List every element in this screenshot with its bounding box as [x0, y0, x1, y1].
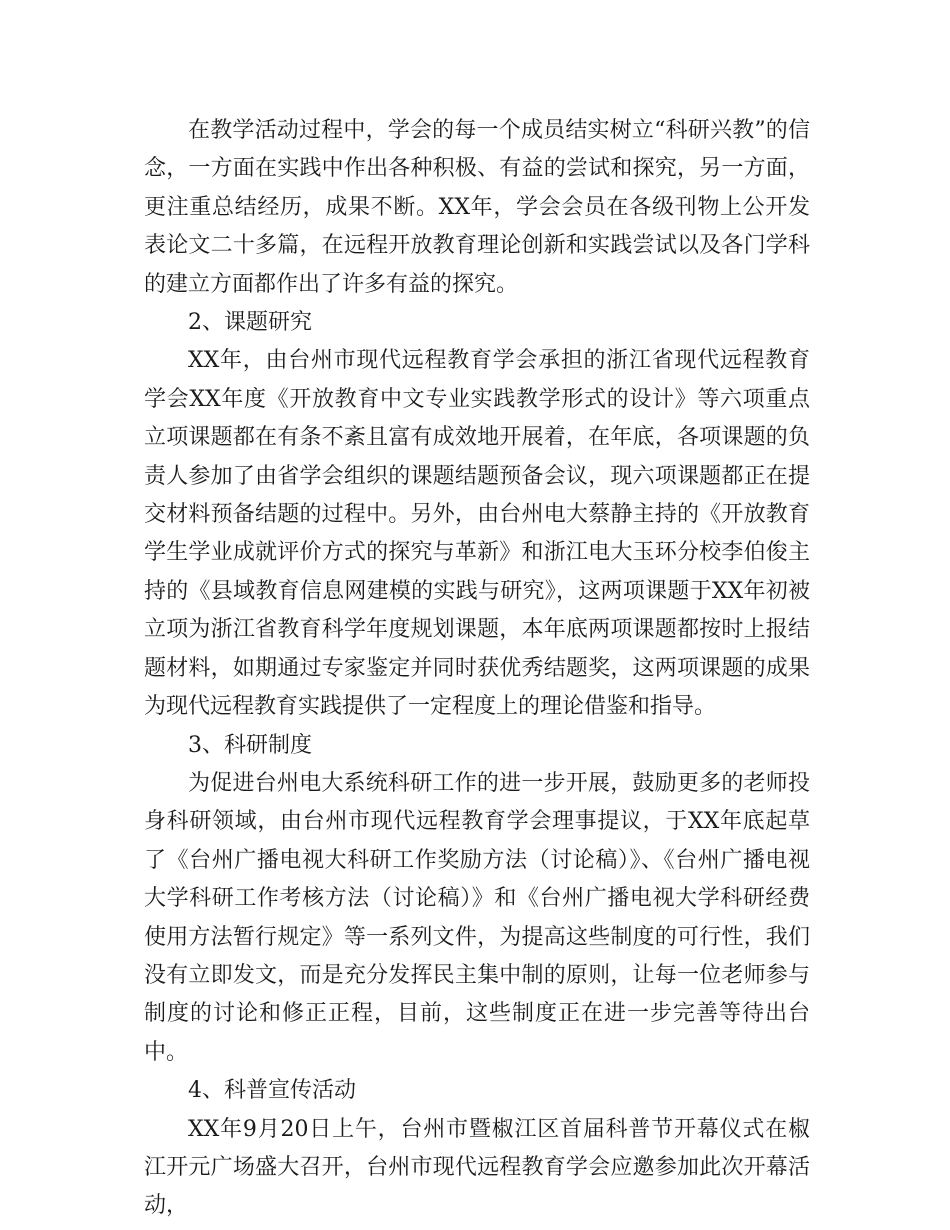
paragraph-research-belief: 在教学活动过程中，学会的每一个成员结实树立“科研兴教”的信念，一方面在实践中作出各种积极、有益的尝试和探究，另一方面，更注重总结经历，成果不断。XX年，学会会员在各级刊物上公开发表论文二十多篇，在远程开放教育理论创新和实践尝试以及各门学科的建立方面都作出了许多有益的探究。 [144, 118, 810, 297]
paragraph-research-system: 为促进台州电大系统科研工作的进一步开展，鼓励更多的老师投身科研领域，由台州市现代远程教育学会理事提议，于XX年底起草了《台州广播电视大科研工作奖励方法（讨论稿）》、《台州广播电视大学科研工作考核方法（讨论稿）》和《台州广播电视大学科研经费使用方法暂行规定》等一系列文件，为提高这些制度的可行性，我们没有立即发文，而是充分发挥民主集中制的原则，让每一位老师参与制度的讨论和修正正程，目前，这些制度正在进一步完善等待出台中。 [144, 770, 810, 1065]
section-heading-topic-research: 2、课题研究 [188, 310, 312, 336]
section-heading-science-promotion: 4、科普宣传活动 [188, 1078, 356, 1104]
document-body [144, 112, 810, 1226]
paragraph-topic-research: XX年，由台州市现代远程教育学会承担的浙江省现代远程教育学会XX年度《开放教育中文专业实践教学形式的设计》等六项重点立项课题都在有条不紊且富有成效地开展着，在年底，各项课题的负责人参加了由省学会组织的课题结题预备会议，现六项课题都正在提交材料预备结题的过程中。另外，由台州电大蔡静主持的《开放教育学生学业成就评价方式的探究与革新》和浙江电大玉环分校李伯俊主持的《县域教育信息网建模的实践与研究》，这两项课题于XX年初被立项为浙江省教育科学年度规划课题，本年底两项课题都按时上报结题材料，如期通过专家鉴定并同时获优秀结题奖，这两项课题的成果为现代远程教育实践提供了一定程度上的理论借鉴和指导。 [144, 348, 810, 720]
paragraph-science-promotion: XX年9月20日上午，台州市暨椒江区首届科普节开幕仪式在椒江开元广场盛大召开，台州市现代远程教育学会应邀参加此次开幕活动， [144, 1116, 810, 1219]
section-heading-research-system: 3、科研制度 [188, 732, 312, 758]
